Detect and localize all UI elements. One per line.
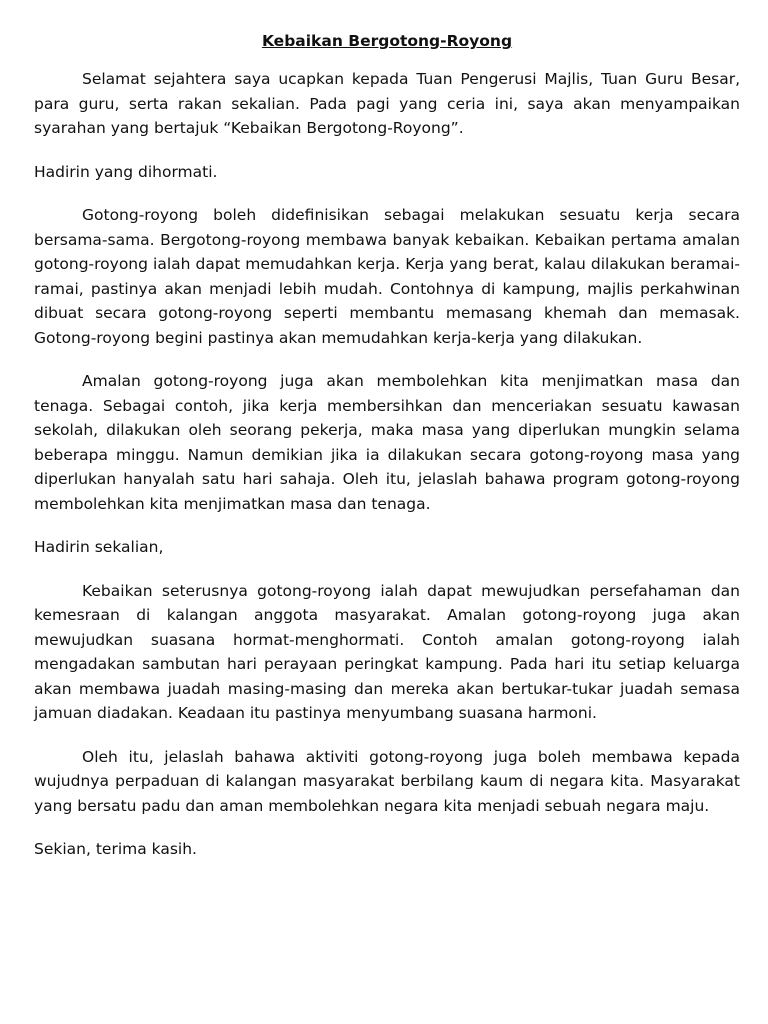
paragraph-definition: Gotong-royong boleh didefinisikan sebagai melakukan sesuatu kerja secara bersama-sama. Bergotong-royong membawa banyak kebaikan. Kebaikan pertama amalan gotong-royong ialah dapat memudahkan kerja. Kerja yang berat, kalau dilakukan beramai-ramai, pastinya akan menjadi lebih mudah. Contohnya di kampung, majlis perkahwinan dibuat secara gotong-royong seperti membantu memasang khemah dan memasak. Gotong-royong begini pastinya akan memudahkan kerja-kerja yang dilakukan. <box>34 206 740 347</box>
paragraph-harmony: Kebaikan seterusnya gotong-royong ialah dapat mewujudkan persefahaman dan kemesraan di kalangan anggota masyarakat. Amalan gotong-royong juga akan mewujudkan suasana hormat-menghormati. Contoh amalan gotong-royong ialah mengadakan sambutan hari perayaan peringkat kampung. Pada hari itu setiap keluarga akan membawa juadah masing-masing dan mereka akan bertukar-tukar juadah semasa jamuan diadakan. Keadaan itu pastinya menyumbang suasana harmoni. <box>34 581 740 722</box>
paragraph-salutation-1: Hadirin yang dihormati. <box>34 162 218 181</box>
paragraph-save-time: Amalan gotong-royong juga akan membolehkan kita menjimatkan masa dan tenaga. Sebagai contoh, jika kerja membersihkan dan menceriakan sesuatu kawasan sekolah, dilakukan oleh seorang pekerja, maka masa yang diperlukan mungkin selama beberapa minggu. Namun demikian jika ia dilakukan secara gotong-royong masa yang diperlukan hanyalah satu hari sahaja. Oleh itu, jelaslah bahawa program gotong-royong membolehkan kita menjimatkan masa dan tenaga. <box>34 372 740 513</box>
document-title: Kebaikan Bergotong-Royong <box>261 32 513 50</box>
paragraph-unity: Oleh itu, jelaslah bahawa aktiviti gotong-royong juga boleh membawa kepada wujudnya perpaduan di kalangan masyarakat berbilang kaum di negara kita. Masyarakat yang bersatu padu dan aman membolehkan negara kita menjadi sebuah negara maju. <box>34 747 740 815</box>
paragraph-greeting: Selamat sejahtera saya ucapkan kepada Tuan Pengerusi Majlis, Tuan Guru Besar, para guru, serta rakan sekalian. Pada pagi yang ceria ini, saya akan menyampaikan syarahan yang bertajuk “Kebaikan Bergotong-Royong”. <box>34 70 740 137</box>
paragraph-closing: Sekian, terima kasih. <box>34 840 197 858</box>
paragraph-salutation-2: Hadirin sekalian, <box>34 538 164 556</box>
document-page <box>34 30 740 881</box>
